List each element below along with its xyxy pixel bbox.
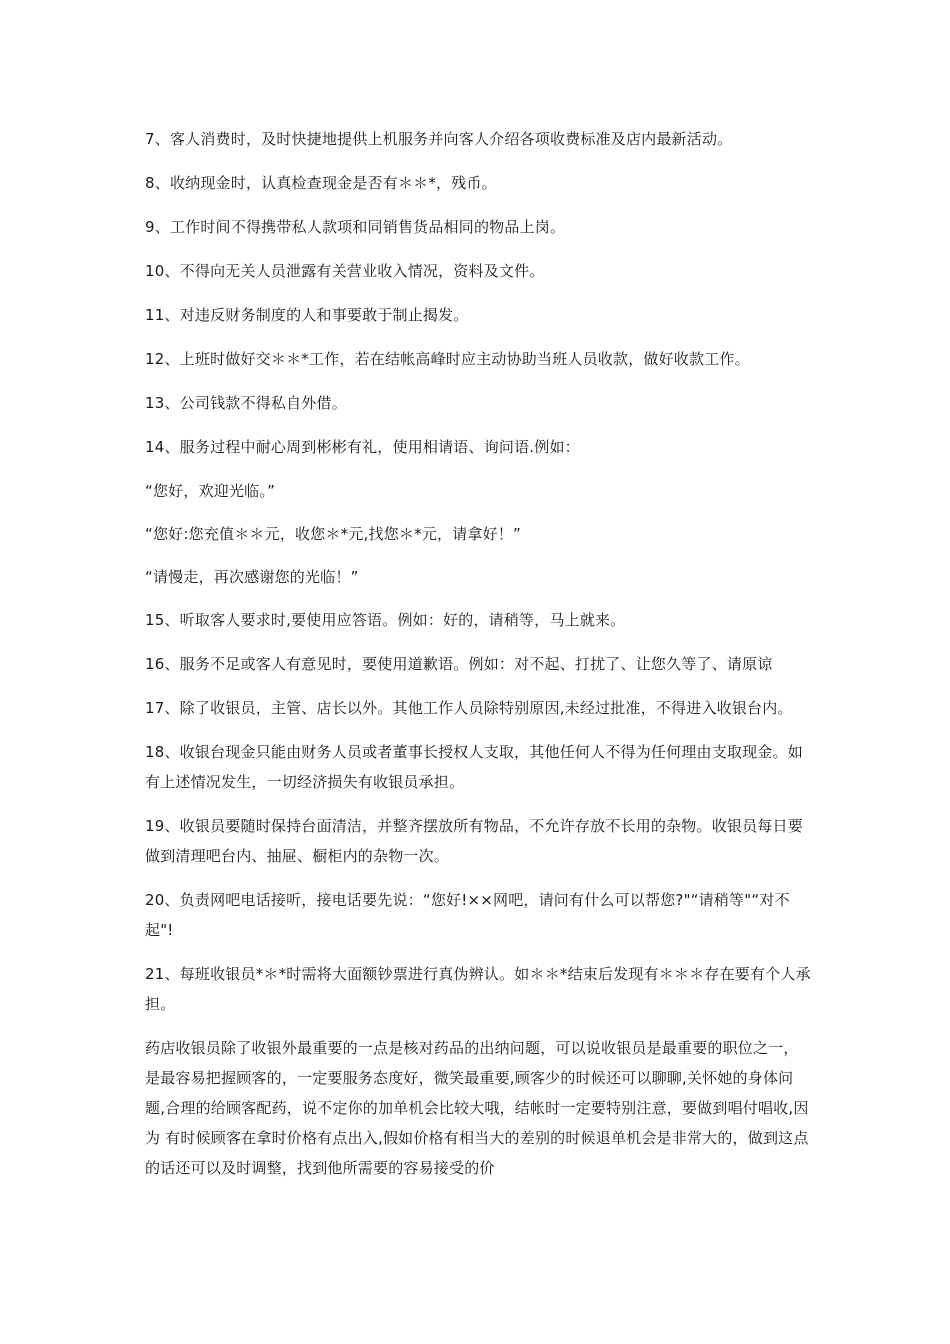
greeting-quote-farewell: “请慢走，再次感谢您的光临！” [145,568,359,586]
rule-item-12: 12、上班时做好交＊＊*工作，若在结帐高峰时应主动协助当班人员收款，做好收款工作。 [145,350,750,368]
rule-item-9: 9、工作时间不得携带私人款项和同销售货品相同的物品上岗。 [145,218,566,236]
rule-item-13: 13、公司钱款不得私自外借。 [145,394,347,412]
rule-item-15: 15、听取客人要求时,要使用应答语。例如：好的，请稍等，马上就来。 [145,611,626,629]
rule-item-21: 21、每班收银员*＊*时需将大面额钞票进行真伪辨认。如＊＊*结束后发现有＊＊＊存在要有个人承担。 [145,965,811,1013]
rule-item-17: 17、除了收银员，主管、店长以外。其他工作人员除特别原因,未经过批准，不得进入收银台内。 [145,699,793,717]
greeting-quote-recharge: “您好:您充值＊＊元，收您＊*元,找您＊*元，请拿好！” [145,525,521,543]
rule-item-14: 14、服务过程中耐心周到彬彬有礼，使用相请语、询问语.例如： [145,438,580,456]
rule-item-20: 20、负责网吧电话接听，接电话要先说：“您好!××网吧，请问有什么可以帮您?"“请稍等"“对不起"! [145,891,790,939]
greeting-quote-welcome: “您好，欢迎光临。” [145,482,276,500]
rule-item-19: 19、收银员要随时保持台面清洁，并整齐摆放所有物品，不允许存放不长用的杂物。收银员每日要做到清理吧台内、抽屉、橱柜内的杂物一次。 [145,817,803,865]
rule-item-18: 18、收银台现金只能由财务人员或者董事长授权人支取，其他任何人不得为任何理由支取现金。如有上述情况发生，一切经济损失有收银员承担。 [145,743,803,791]
rule-item-7: 7、客人消费时，及时快捷地提供上机服务并向客人介绍各项收费标准及店内最新活动。 [145,130,733,148]
rule-item-10: 10、不得向无关人员泄露有关营业收入情况，资料及文件。 [145,262,545,280]
document-body [145,124,813,1197]
rule-item-16: 16、服务不足或客人有意见时，要使用道歉语。例如：对不起、打扰了、让您久等了、请原谅 [145,655,773,673]
closing-paragraph: 药店收银员除了收银外最重要的一点是核对药品的出纳问题，可以说收银员是最重要的职位之一，是最容易把握顾客的，一定要服务态度好，微笑最重要,顾客少的时候还可以聊聊,关怀她的身体问题,合理的给顾客配药，说不定你的加单机会比较大哦，结帐时一定要特别注意，要做到唱付唱收,因为 有时候顾客在拿时价格有点出入,假如价格有相当大的差别的时候退单机会是非常大的，做到这点的话还可以及时调整，找到他所需要的容易接受的价 [145,1039,809,1177]
rule-item-8: 8、收纳现金时，认真检查现金是否有＊＊*，残币。 [145,174,497,192]
rule-item-11: 11、对违反财务制度的人和事要敢于制止揭发。 [145,306,469,324]
